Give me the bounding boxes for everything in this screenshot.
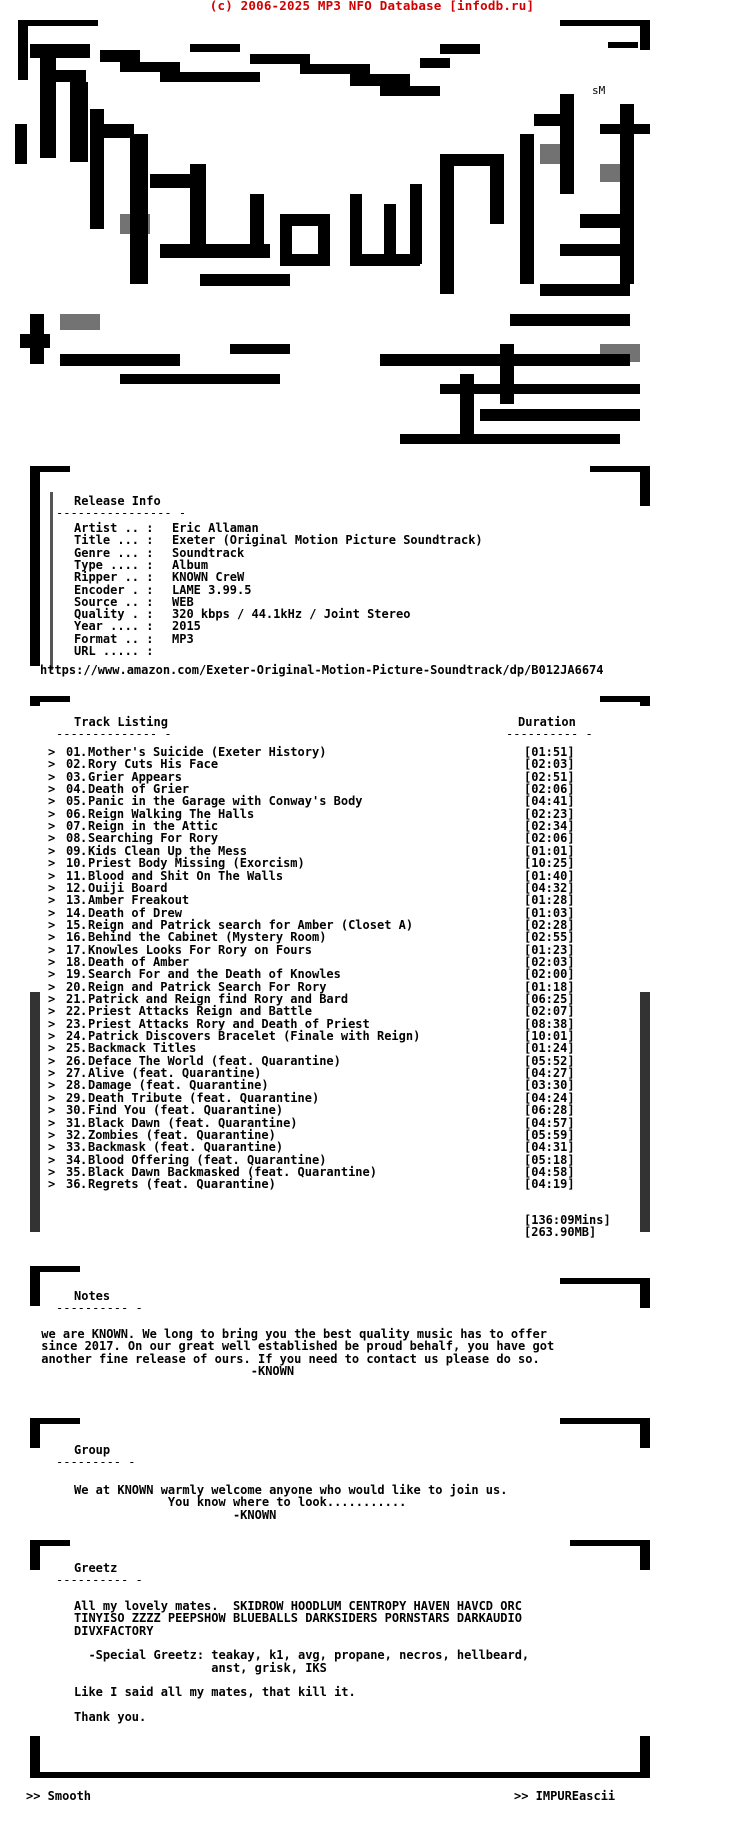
notes-line: we are KNOWN. We long to bring you the best quality music has to offer	[34, 1327, 547, 1341]
release-info-section	[0, 462, 744, 684]
greetz-section	[0, 1536, 744, 1782]
track-title: Reign Walking The Halls	[88, 806, 255, 821]
track-number: 25	[66, 1041, 81, 1056]
tracklist-heading: Track Listing	[74, 715, 168, 729]
track-separator: .	[80, 1115, 88, 1130]
track-number: 29	[66, 1090, 81, 1105]
track-duration: [02:23]	[524, 806, 575, 821]
release-field-value: LAME 3.99.5	[172, 582, 252, 597]
artist-signature: sM	[592, 84, 606, 97]
group-rule: --------- -	[56, 1455, 136, 1469]
track-bullet-icon: >	[48, 1152, 56, 1167]
track-bullet-icon: >	[48, 1090, 56, 1105]
track-duration: [02:55]	[524, 930, 575, 945]
track-separator: .	[80, 880, 88, 895]
track-bullet-icon: >	[48, 831, 56, 846]
track-number: 04	[66, 782, 81, 797]
track-bullet-icon: >	[48, 1127, 56, 1142]
greetz-line: All my lovely mates. SKIDROW HOODLUM CENTROPY HAVEN HAVCD ORC	[74, 1599, 522, 1613]
track-duration: [01:51]	[524, 745, 575, 759]
track-number: 35	[66, 1164, 81, 1179]
greetz-line: Thank you.	[74, 1709, 147, 1724]
track-title: Find You (feat. Quarantine)	[88, 1103, 284, 1118]
release-field-value: 2015	[172, 619, 201, 634]
track-title: Ouiji Board	[88, 880, 168, 895]
track-number: 11	[66, 868, 81, 883]
track-title: Regrets (feat. Quarantine)	[88, 1177, 276, 1192]
track-separator: .	[80, 930, 88, 945]
track-separator: .	[80, 819, 88, 834]
group-line: We at KNOWN warmly welcome anyone who would like to join us.	[74, 1483, 508, 1497]
release-field-value: 320 kbps / 44.1kHz / Joint Stereo	[172, 607, 411, 622]
track-number: 06	[66, 806, 81, 821]
track-separator: .	[80, 868, 88, 883]
track-number: 33	[66, 1140, 81, 1155]
track-bullet-icon: >	[48, 992, 56, 1006]
track-separator: .	[80, 954, 88, 969]
track-bullet-icon: >	[48, 769, 56, 784]
track-separator: .	[80, 992, 88, 1006]
track-duration: [01:03]	[524, 905, 575, 920]
release-field-label: Format .. :	[74, 631, 154, 646]
track-bullet-icon: >	[48, 1103, 56, 1118]
track-title: Zombies (feat. Quarantine)	[88, 1127, 276, 1142]
total-size: [263.90MB]	[524, 1225, 597, 1239]
track-separator: .	[80, 1078, 88, 1093]
track-number: 28	[66, 1078, 81, 1093]
track-duration: [04:57]	[524, 1115, 575, 1130]
track-title: Damage (feat. Quarantine)	[88, 1078, 269, 1093]
track-duration: [04:58]	[524, 1164, 575, 1179]
track-separator: .	[80, 831, 88, 846]
track-title: Reign and Patrick Search For Rory	[88, 979, 327, 994]
track-title: Backmack Titles	[88, 1041, 197, 1056]
known-logo-art	[0, 14, 744, 464]
greetz-line: TINYISO ZZZZ PEEPSHOW BLUEBALLS DARKSIDERS PORNSTARS DARKAUDIO	[74, 1611, 522, 1626]
track-separator: .	[80, 979, 88, 994]
track-separator: .	[80, 1066, 88, 1081]
track-title: Death Tribute (feat. Quarantine)	[88, 1090, 320, 1105]
track-number: 26	[66, 1053, 81, 1068]
track-duration: [06:28]	[524, 1103, 575, 1118]
release-info-heading: Release Info	[74, 494, 161, 508]
track-duration: [01:40]	[524, 868, 575, 883]
track-duration: [02:03]	[524, 757, 575, 772]
track-number: 30	[66, 1103, 81, 1118]
track-duration: [01:24]	[524, 1041, 575, 1056]
track-separator: .	[80, 769, 88, 784]
tracklist-heading-rule: -------------- -	[56, 727, 172, 741]
track-bullet-icon: >	[48, 782, 56, 797]
track-bullet-icon: >	[48, 880, 56, 895]
total-time: [136:09Mins]	[524, 1213, 611, 1227]
greetz-line: anst, grisk, IKS	[74, 1660, 327, 1675]
track-bullet-icon: >	[48, 794, 56, 809]
track-duration: [02:51]	[524, 769, 575, 784]
track-duration: [10:25]	[524, 856, 575, 871]
track-bullet-icon: >	[48, 954, 56, 969]
track-separator: .	[80, 1016, 88, 1031]
track-title: Death of Grier	[88, 782, 190, 797]
copyright-header	[0, 0, 744, 14]
notes-rule: ---------- -	[56, 1301, 143, 1315]
track-number: 10	[66, 856, 81, 871]
notes-line: since 2017. On our great well established be proud behalf, you have got	[34, 1339, 555, 1354]
track-bullet-icon: >	[48, 1078, 56, 1093]
track-number: 36	[66, 1177, 81, 1192]
release-field-label: Source .. :	[74, 594, 154, 609]
track-duration: [02:06]	[524, 831, 575, 846]
track-separator: .	[80, 1127, 88, 1142]
release-field-value: WEB	[172, 594, 194, 609]
track-bullet-icon: >	[48, 819, 56, 834]
track-number: 20	[66, 979, 81, 994]
track-separator: .	[80, 1053, 88, 1068]
track-separator: .	[80, 1004, 88, 1019]
greetz-line: DIVXFACTORY	[74, 1623, 154, 1638]
greetz-rule: ---------- -	[56, 1573, 143, 1587]
track-duration: [04:27]	[524, 1066, 575, 1081]
track-bullet-icon: >	[48, 967, 56, 982]
track-title: Patrick and Reign find Rory and Bard	[88, 992, 349, 1006]
track-bullet-icon: >	[48, 806, 56, 821]
track-title: Black Dawn Backmasked (feat. Quarantine)	[88, 1164, 377, 1179]
track-number: 31	[66, 1115, 81, 1130]
notes-heading: Notes	[74, 1289, 111, 1303]
release-field-value: Soundtrack	[172, 545, 245, 560]
track-duration: [04:19]	[524, 1177, 575, 1192]
track-number: 34	[66, 1152, 81, 1167]
track-duration: [08:38]	[524, 1016, 575, 1031]
track-number: 22	[66, 1004, 81, 1019]
notes-line: -KNOWN	[34, 1363, 295, 1378]
track-title: Death of Amber	[88, 954, 190, 969]
track-separator: .	[80, 1140, 88, 1155]
track-title: Blood and Shit On The Walls	[88, 868, 284, 883]
track-title: Priest Attacks Rory and Death of Priest	[88, 1016, 370, 1031]
track-duration: [02:03]	[524, 954, 575, 969]
track-duration: [04:32]	[524, 880, 575, 895]
track-number: 08	[66, 831, 81, 846]
track-duration: [04:24]	[524, 1090, 575, 1105]
track-separator: .	[80, 967, 88, 982]
track-number: 13	[66, 893, 81, 908]
track-title: Panic in the Garage with Conway's Body	[88, 794, 363, 809]
notes-section	[0, 1264, 744, 1384]
track-bullet-icon: >	[48, 856, 56, 871]
track-duration: [02:34]	[524, 819, 575, 834]
group-line: You know where to look...........	[74, 1495, 407, 1510]
track-number: 19	[66, 967, 81, 982]
track-title: Search For and the Death of Knowles	[88, 967, 341, 982]
track-duration: [01:01]	[524, 843, 575, 858]
track-number: 07	[66, 819, 81, 834]
track-separator: .	[80, 757, 88, 772]
track-separator: .	[80, 1029, 88, 1044]
track-title: Patrick Discovers Bracelet (Finale with Reign)	[88, 1029, 421, 1044]
greetz-heading: Greetz	[74, 1561, 118, 1575]
release-field-value: KNOWN CreW	[172, 570, 245, 585]
track-bullet-icon: >	[48, 757, 56, 772]
track-title: Deface The World (feat. Quarantine)	[88, 1053, 341, 1068]
track-bullet-icon: >	[48, 1177, 56, 1192]
track-title: Alive (feat. Quarantine)	[88, 1066, 262, 1081]
track-duration: [06:25]	[524, 992, 575, 1006]
release-field-value: Exeter (Original Motion Picture Soundtrack)	[172, 533, 483, 548]
track-separator: .	[80, 1041, 88, 1056]
release-field-label: Year .... :	[74, 619, 154, 634]
track-duration: [01:28]	[524, 893, 575, 908]
track-bullet-icon: >	[48, 893, 56, 908]
track-title: Searching For Rory	[88, 831, 219, 846]
track-duration: [01:23]	[524, 942, 575, 957]
track-title: Knowles Looks For Rory on Fours	[88, 942, 312, 957]
track-separator: .	[80, 745, 88, 759]
release-field-value: Album	[172, 557, 209, 572]
track-duration: [02:07]	[524, 1004, 575, 1019]
track-bullet-icon: >	[48, 1164, 56, 1179]
track-title: Mother's Suicide (Exeter History)	[88, 745, 327, 759]
release-field-label: Type .... :	[74, 557, 154, 572]
track-number: 24	[66, 1029, 81, 1044]
track-bullet-icon: >	[48, 1004, 56, 1019]
release-field-label: Encoder . :	[74, 582, 154, 597]
track-number: 02	[66, 757, 81, 772]
track-separator: .	[80, 1177, 88, 1192]
track-separator: .	[80, 1090, 88, 1105]
release-field-label: Title ... :	[74, 533, 154, 548]
greetz-line: -Special Greetz: teakay, k1, avg, propane, necros, hellbeard,	[74, 1648, 530, 1663]
track-separator: .	[80, 794, 88, 809]
track-bullet-icon: >	[48, 1115, 56, 1130]
group-heading: Group	[74, 1443, 111, 1457]
copyright-text: (c) 2006-2025 MP3 NFO Database [infodb.ru]	[209, 0, 535, 13]
track-title: Amber Freakout	[88, 893, 190, 908]
track-separator: .	[80, 782, 88, 797]
release-field-label: Quality . :	[74, 607, 154, 622]
track-duration: [10:01]	[524, 1029, 575, 1044]
duration-heading-rule: ---------- -	[506, 727, 593, 741]
release-url: https://www.amazon.com/Exeter-Original-Motion-Picture-Soundtrack/dp/B012JA6674	[40, 663, 604, 677]
track-bullet-icon: >	[48, 979, 56, 994]
track-number: 05	[66, 794, 81, 809]
tracklist-section	[0, 692, 744, 1252]
track-separator: .	[80, 843, 88, 858]
release-field-label: URL ..... :	[74, 644, 154, 658]
release-field-label: Artist .. :	[74, 521, 154, 535]
track-duration: [02:28]	[524, 917, 575, 932]
track-duration: [01:18]	[524, 979, 575, 994]
track-bullet-icon: >	[48, 1066, 56, 1081]
track-number: 15	[66, 917, 81, 932]
footer-left: >> Smooth	[26, 1789, 92, 1803]
track-title: Blood Offering (feat. Quarantine)	[88, 1152, 327, 1167]
notes-line: another fine release of ours. If you need to contact us please do so.	[34, 1351, 540, 1366]
track-title: Grier Appears	[88, 769, 182, 784]
track-number: 32	[66, 1127, 81, 1142]
track-duration: [05:18]	[524, 1152, 575, 1167]
track-number: 12	[66, 880, 81, 895]
track-title: Behind the Cabinet (Mystery Room)	[88, 930, 327, 945]
track-duration: [03:30]	[524, 1078, 575, 1093]
track-number: 01	[66, 745, 81, 759]
track-title: Kids Clean Up the Mess	[88, 843, 247, 858]
track-bullet-icon: >	[48, 843, 56, 858]
track-separator: .	[80, 893, 88, 908]
track-separator: .	[80, 1164, 88, 1179]
track-title: Black Dawn (feat. Quarantine)	[88, 1115, 298, 1130]
track-number: 21	[66, 992, 81, 1006]
group-section	[0, 1414, 744, 1524]
track-bullet-icon: >	[48, 917, 56, 932]
track-duration: [02:00]	[524, 967, 575, 982]
track-bullet-icon: >	[48, 868, 56, 883]
track-bullet-icon: >	[48, 905, 56, 920]
track-duration: [02:06]	[524, 782, 575, 797]
track-title: Reign and Patrick search for Amber (Closet A)	[88, 917, 414, 932]
track-title: Death of Drew	[88, 905, 182, 920]
footer-right: >> IMPUREascii	[514, 1789, 616, 1803]
track-bullet-icon: >	[48, 1029, 56, 1044]
group-line: -KNOWN	[74, 1507, 277, 1522]
greetz-line: Like I said all my mates, that kill it.	[74, 1685, 356, 1700]
track-title: Reign in the Attic	[88, 819, 219, 834]
track-title: Priest Attacks Reign and Battle	[88, 1004, 312, 1019]
track-number: 14	[66, 905, 81, 920]
track-number: 18	[66, 954, 81, 969]
track-separator: .	[80, 806, 88, 821]
track-number: 16	[66, 930, 81, 945]
duration-heading: Duration	[518, 715, 576, 729]
track-duration: [04:41]	[524, 794, 575, 809]
track-bullet-icon: >	[48, 942, 56, 957]
track-bullet-icon: >	[48, 1016, 56, 1031]
release-info-rule: ---------------- -	[56, 506, 187, 520]
track-duration: [05:59]	[524, 1127, 575, 1142]
release-field-label: Ripper .. :	[74, 570, 154, 585]
release-field-label: Genre ... :	[74, 545, 154, 560]
track-bullet-icon: >	[48, 1140, 56, 1155]
track-separator: .	[80, 942, 88, 957]
release-field-value: Eric Allaman	[172, 521, 259, 535]
track-duration: [04:31]	[524, 1140, 575, 1155]
track-title: Rory Cuts His Face	[88, 757, 219, 772]
track-separator: .	[80, 1103, 88, 1118]
track-separator: .	[80, 917, 88, 932]
track-duration: [05:52]	[524, 1053, 575, 1068]
track-separator: .	[80, 905, 88, 920]
track-title: Priest Body Missing (Exorcism)	[88, 856, 305, 871]
track-title: Backmask (feat. Quarantine)	[88, 1140, 284, 1155]
track-bullet-icon: >	[48, 1053, 56, 1068]
track-bullet-icon: >	[48, 1041, 56, 1056]
track-number: 17	[66, 942, 81, 957]
track-bullet-icon: >	[48, 745, 56, 759]
track-bullet-icon: >	[48, 930, 56, 945]
release-field-value: MP3	[172, 631, 194, 646]
track-number: 09	[66, 843, 81, 858]
track-number: 27	[66, 1066, 81, 1081]
track-separator: .	[80, 856, 88, 871]
track-separator: .	[80, 1152, 88, 1167]
track-number: 03	[66, 769, 81, 784]
track-number: 23	[66, 1016, 81, 1031]
